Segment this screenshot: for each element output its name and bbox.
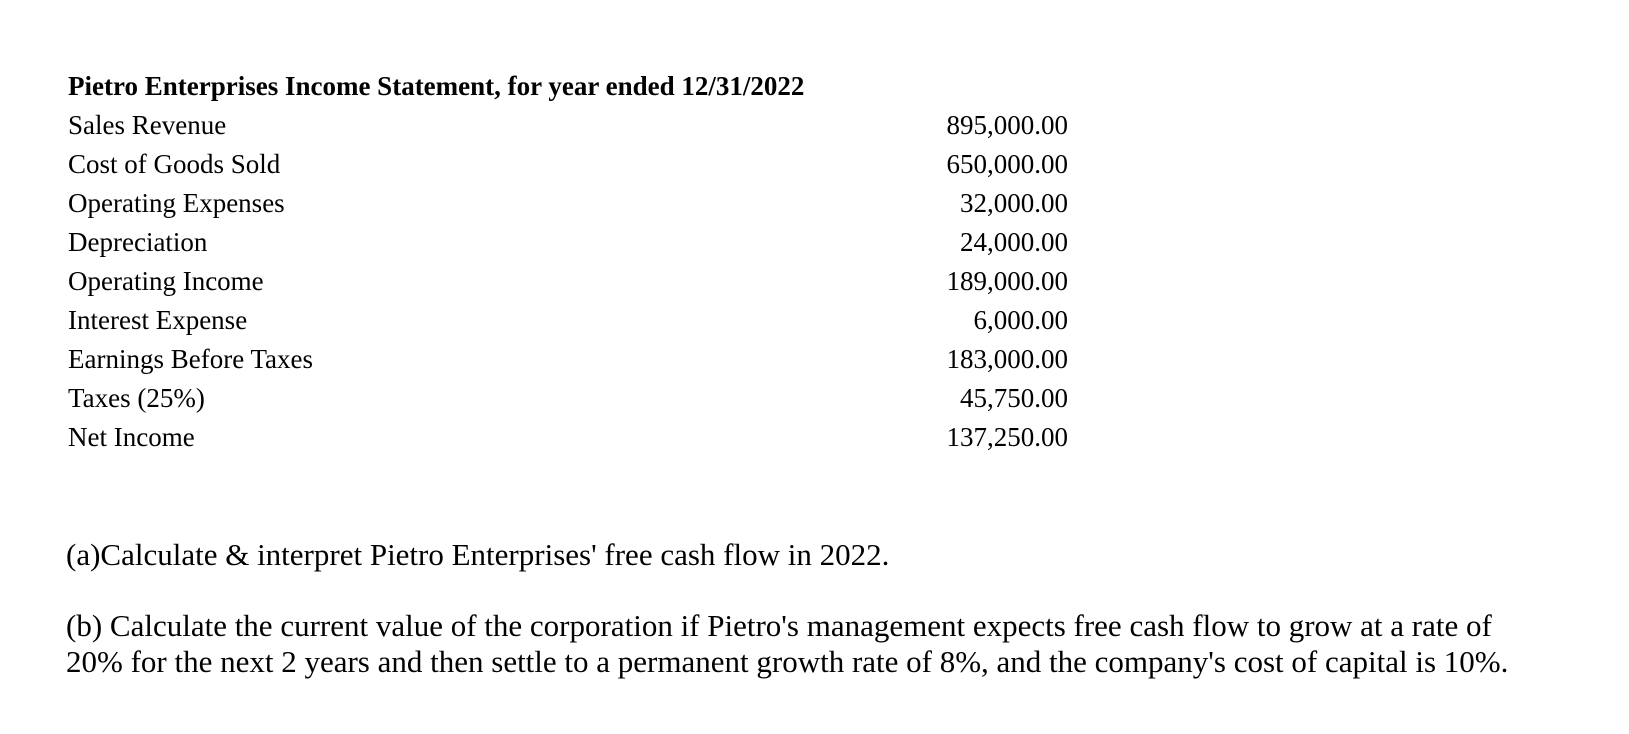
statement-row [68,340,1068,379]
statement-row [68,418,1068,457]
row-label: Net Income [68,422,195,452]
row-value: 650,000.00 [946,149,1068,179]
row-value: 895,000.00 [946,110,1068,140]
income-statement [68,67,1068,457]
row-value: 6,000.00 [973,305,1068,335]
statement-row [68,184,1068,223]
row-label: Cost of Goods Sold [68,149,281,179]
statement-row [68,145,1068,184]
row-label: Operating Expenses [68,188,285,218]
row-value: 183,000.00 [946,344,1068,374]
row-label: Interest Expense [68,305,248,335]
row-value: 24,000.00 [960,227,1068,257]
row-value: 32,000.00 [960,188,1068,218]
row-label: Taxes (25%) [68,383,205,413]
statement-row [68,379,1068,418]
row-label: Earnings Before Taxes [68,344,314,374]
row-value: 45,750.00 [960,383,1068,413]
statement-title: Pietro Enterprises Income Statement, for year ended 12/31/2022 [68,71,805,101]
statement-row [68,223,1068,262]
question-a: (a)Calculate & interpret Pietro Enterprises' free cash flow in 2022. [66,537,890,572]
statement-row [68,262,1068,301]
row-label: Operating Income [68,266,264,296]
row-value: 137,250.00 [946,422,1068,452]
row-label: Depreciation [68,227,208,257]
row-value: 189,000.00 [946,266,1068,296]
question-b: (b) Calculate the current value of the corporation if Pietro's management expects free cash flow to grow at a rate of 20% for the next 2 years and then settle to a permanent growth rate of 8%, and the company's cost of capital is 10%. [66,608,1509,679]
statement-row [68,106,1068,145]
row-label: Sales Revenue [68,110,227,140]
statement-row [68,301,1068,340]
